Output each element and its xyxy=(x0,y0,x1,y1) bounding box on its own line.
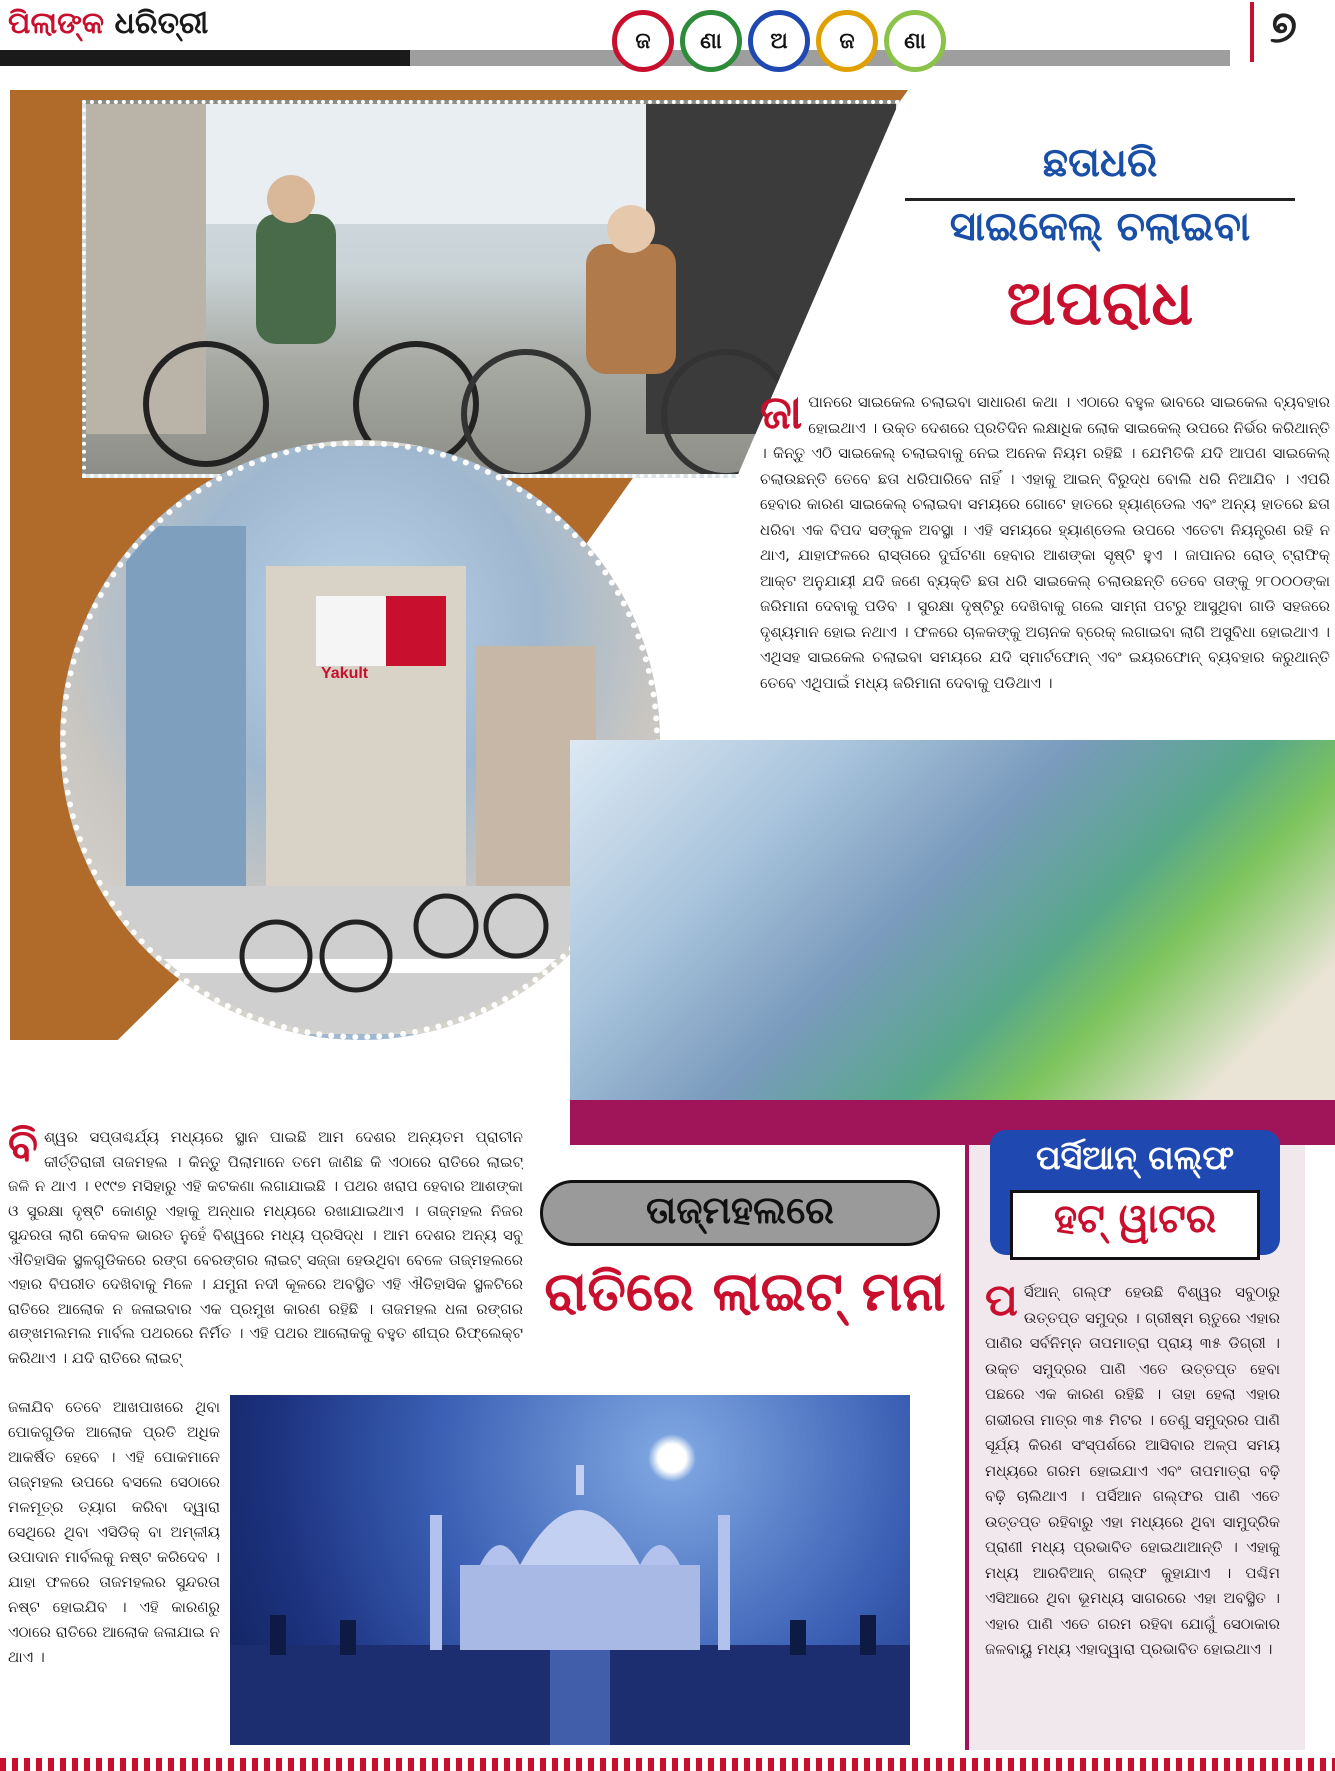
gulf-headline-line1: ପର୍ସିଆନ୍ ଗଲ୍ଫ xyxy=(1035,1138,1235,1177)
section-letter-2: ଣା xyxy=(680,10,742,72)
gulf-drop-cap: ପ xyxy=(985,1280,1018,1326)
taj-headline-line1: ତାଜ୍‌ମହଲରେ xyxy=(646,1188,834,1232)
cycle-headline-line3: ଅପରାଧ xyxy=(1006,266,1194,339)
cycle-body-text: ପାନରେ ସାଇକେଲ ଚଲାଇବା ସାଧାରଣ କଥା । ଏଠାରେ ବହୁଳ ଭାବରେ ସାଇକେଲ ବ୍ୟବହାର ହୋଇଥାଏ । ଉକ୍ତ ଦେଶରେ ପ୍ରତିଦିନ ଲକ୍ଷାଧିକ ଲୋକ ସାଇକେଲ୍ ଉପରେ ନିର୍ଭର କରିଥାନ୍ତି । କିନ୍ତୁ ଏଠି ସାଇକେଲ୍ ଚଲାଇବାକୁ ନେଇ ଅନେକ ନିୟମ ରହିଛି । ଯେମିତିକି ଯଦି ଆପଣ ସାଇକେଲ୍ ଚଲାଉଛନ୍ତି ତେବେ ଛତା ଧରିପାରିବେ ନାହିଁ । ଏହାକୁ ଆଇନ୍ ବିରୁଦ୍ଧ ବୋଲି ଧରି ନିଆଯିବ । ଏପରି ହେବାର କାରଣ ସାଇକେଲ୍ ଚଲାଇବା ସମୟରେ ଗୋଟେ ହାତରେ ହ୍ୟାଣ୍ଡେଲ ଏବଂ ଅନ୍ୟ ହାତରେ ଛତା ଧରିବା ଏକ ବିପଦ ସଙ୍କୁଳ ଅବସ୍ଥା । ଏହି ସମୟରେ ହ୍ୟାଣ୍ଡେଲ ଉପରେ ଏତେଟା ନିୟନ୍ତ୍ରଣ ରହି ନ ଥାଏ, ଯାହାଫଳରେ ରାସ୍ତାରେ ଦୁର୍ଘଟଣା ହେବାର ଆଶଙ୍କା ସୃଷ୍ଟି ହୁଏ । ଜାପାନର ରୋଡ୍ ଟ୍ରାଫିକ୍ ଆକ୍ଟ ଅନୁଯାୟୀ ଯଦି ଜଣେ ବ୍ୟକ୍ତି ଛତା ଧରି ସାଇକେଲ୍ ଚଲାଉଛନ୍ତି ତେବେ ତାଙ୍କୁ ୨୮୦୦୦ଙ୍କା ଜରିମାନା ଦେବାକୁ ପଡିବ । ସୁରକ୍ଷା ଦୃଷ୍ଟିରୁ ଦେଖିବାକୁ ଗଲେ ସାମ୍ନା ପଟରୁ ଆସୁଥିବା ଗାଡି ସହଜରେ ଦୃଶ୍ୟମାନ ହୋଇ ନଥାଏ । ଫଳରେ ଚାଳକଙ୍କୁ ଅଚାନକ ବ୍ରେକ୍ ଲଗାଇବା ଲାଗି ଅସୁବିଧା ହୋଇଥାଏ । ଏଥିସହ ସାଇକେଲ ଚଲାଇବା ସମୟରେ ଯଦି ସ୍ମାର୍ଟଫୋନ୍ ଏବଂ ଇୟରଫୋନ୍ ବ୍ୟବହାର କରୁଥାନ୍ତି ତେବେ ଏଥିପାଇଁ ମଧ୍ୟ ଜରିମାନା ଦେବାକୁ ପଡିଥାଏ । xyxy=(760,393,1330,692)
taj-article-body-top xyxy=(8,1125,523,1395)
header-bar-dark xyxy=(0,50,410,66)
gulf-body-text: ର୍ସିଆନ୍ ଗଲ୍ଫ ହେଉଛି ବିଶ୍ୱର ସବୁଠାରୁ ଉତ୍ତପ୍ତ ସମୁଦ୍ର । ଗ୍ରୀଷ୍ମ ଋତୁରେ ଏହାର ପାଣିର ସର୍ବନିମ୍ନ ତାପମାତ୍ରା ପ୍ରାୟ ୩୫ ଡିଗ୍ରୀ । ଉକ୍ତ ସମୁଦ୍ରର ପାଣି ଏତେ ଉତ୍ତପ୍ତ ହେବା ପଛରେ ଏକ କାରଣ ରହିଛି । ତାହା ହେଲା ଏହାର ଗଭୀରତା ମାତ୍ର ୩୫ ମିଟର । ତେଣୁ ସମୁଦ୍ରର ପାଣି ସୂର୍ଯ୍ୟ କିରଣ ସଂସ୍ପର୍ଶରେ ଆସିବାର ଅଳ୍ପ ସମୟ ମଧ୍ୟରେ ଗରମ ହୋଇଯାଏ ଏବଂ ତାପମାତ୍ରା ବଢ଼ି ବଢ଼ି ଚାଲିଥାଏ । ପର୍ସିଆନ ଗଲ୍ଫର ପାଣି ଏତେ ଉତ୍ତପ୍ତ ରହିବାରୁ ଏହା ମଧ୍ୟରେ ଥିବା ସାମୁଦ୍ରିକ ପ୍ରାଣୀ ମଧ୍ୟ ପ୍ରଭାବିତ ହୋଇଥାଆନ୍ତି । ଏହାକୁ ମଧ୍ୟ ଆରବିଆନ୍ ଗଲ୍ଫ କୁହାଯାଏ । ପଶ୍ଚିମ ଏସିଆରେ ଥିବା ଭୂମଧ୍ୟ ସାଗରରେ ଏହା ଅବସ୍ଥିତ । ଏହାର ପାଣି ଏତେ ଗରମ ରହିବା ଯୋଗୁଁ ସେଠାକାର ଜଳବାୟୁ ମଧ୍ୟ ଏହାଦ୍ୱାରା ପ୍ରଭାବିତ ହୋଇଥାଏ । xyxy=(985,1283,1280,1658)
page-bottom-border xyxy=(0,1758,1335,1771)
taj-article-body-column xyxy=(8,1395,220,1740)
logo-part1: ପିଲାଙ୍କ xyxy=(8,6,105,41)
billboard-brand: Yakult xyxy=(321,665,369,682)
cycle-headline-line1: ଛତାଧରି xyxy=(1042,140,1158,186)
taj-body-text-1: ଶ୍ୱର ସପ୍ତାଶ୍ଚର୍ଯ୍ୟ ମଧ୍ୟରେ ସ୍ଥାନ ପାଇଛି ଆମ ଦେଶର ଅନ୍ୟତମ ପ୍ରାଚୀନ କୀର୍ତ୍ତିରାଜୀ ତାଜମହଲ । କିନ୍ତୁ ପିଲାମାନେ ତମେ ଜାଣିଛ କି ଏଠାରେ ରାତିରେ ଲାଇଟ୍ ଜଳି ନ ଥାଏ । ୧୯୯୭ ମସିହାରୁ ଏହି କଟକଣା ଲଗାଯାଇଛି । ପଥର ଖରାପ ହେବାର ଆଶଙ୍କା ଓ ସୁରକ୍ଷା ଦୃଷ୍ଟି କୋଣରୁ ଏହାକୁ ଅନ୍ଧାର ମଧ୍ୟରେ ରଖାଯାଇଥାଏ । ତାଜ୍‌ମହଲ ନିଜର ସୁନ୍ଦରତା ଲାଗି କେବଳ ଭାରତ ନୁହେଁ ବିଶ୍ୱରେ ମଧ୍ୟ ପ୍ରସିଦ୍ଧ । ଆମ ଦେଶର ଅନ୍ୟ ସବୁ ଐତିହାସିକ ସ୍ଥଳଗୁଡିକରେ ରଙ୍ଗ ବେରଙ୍ଗର ଲାଇଟ୍ ସଜ୍ଜା ହେଉଥିବା ବେଳେ ତାଜ୍‌ମହଲରେ ଏହାର ବିପରୀତ ଦେଖିବାକୁ ମିଳେ । ଯମୁନା ନଦୀ କୂଳରେ ଅବସ୍ଥିତ ଏହି ଐତିହାସିକ ସ୍ଥଳଟିରେ ରାତିରେ ଆଲୋକ ନ ଜଳାଇବାର ଏକ ପ୍ରମୁଖ କାରଣ ରହିଛି । ତାଜମହଲ ଧଳା ରଙ୍ଗର ଶଙ୍ଖମଲମଲ ମାର୍ବଲ ପଥରରେ ନିର୍ମିତ । ଏହି ପଥର ଆଲୋକକୁ ବହୁତ ଶୀଘ୍ର ରିଫ୍ଲେକ୍ଟ କରିଥାଏ । ଯଦି ରାତିରେ ଲାଇଟ୍ xyxy=(8,1128,523,1367)
gulf-article-body xyxy=(985,1280,1280,1740)
photo-taj-mahal-night xyxy=(230,1395,910,1745)
headline-rule xyxy=(905,198,1295,201)
logo-part2: ଧରିତ୍ରୀ xyxy=(114,6,209,41)
taj-drop-cap: ବି xyxy=(8,1125,39,1171)
taj-body-text-2: ଜଳାଯିବ ତେବେ ଆଖପାଖରେ ଥିବା ପୋକଗୁଡିକ ଆଲୋକ ପ୍ରତି ଅଧିକ ଆକର୍ଷିତ ହେବେ । ଏହି ପୋକମାନେ ତାଜ୍‌ମହଲ ଉପରେ ବସଲେ ସେଠାରେ ମଳମୂତ୍ର ତ୍ୟାଗ କରିବା ଦ୍ୱାରା ସେଥିରେ ଥିବା ଏସିଡିକ୍ ବା ଅମ୍ଳୀୟ ଉପାଦାନ ମାର୍ବଲକୁ ନଷ୍ଟ କରିଦେବ । ଯାହା ଫଳରେ ତାଜମହଲର ସୁନ୍ଦରତା ନଷ୍ଟ ହୋଇଯିବ । ଏହି କାରଣରୁ ଏଠାରେ ରାତିରେ ଆଲୋକ ଜଳାଯାଇ ନ ଥାଏ । xyxy=(8,1398,220,1666)
section-title-circles xyxy=(612,10,1032,76)
taj-illustration xyxy=(230,1395,910,1745)
masthead xyxy=(0,0,1335,70)
city-illustration xyxy=(66,446,656,1036)
photo-persian-gulf-satellite xyxy=(570,740,1335,1100)
cycle-article-headline xyxy=(865,140,1335,380)
section-letter-5: ଣା xyxy=(884,10,946,72)
section-letter-4: ଜ xyxy=(816,10,878,72)
section-letter-3: ଅ xyxy=(748,10,810,72)
page-number: ୭ xyxy=(1250,2,1330,62)
taj-headline-line2: ରାତିରେ ଲାଇଟ୍ ମନା xyxy=(544,1260,946,1323)
cycle-article-body xyxy=(760,390,1330,740)
publication-logo xyxy=(8,6,208,48)
taj-article-headline xyxy=(520,1180,970,1380)
cycle-headline-line2: ସାଇକେଲ୍ ଚଲାଇବା xyxy=(949,204,1251,250)
section-letter-1: ଜ xyxy=(612,10,674,72)
gulf-headline-line2: ହଟ୍ ୱାଟର xyxy=(1053,1196,1217,1242)
cycle-drop-cap: ଜା xyxy=(760,390,803,439)
